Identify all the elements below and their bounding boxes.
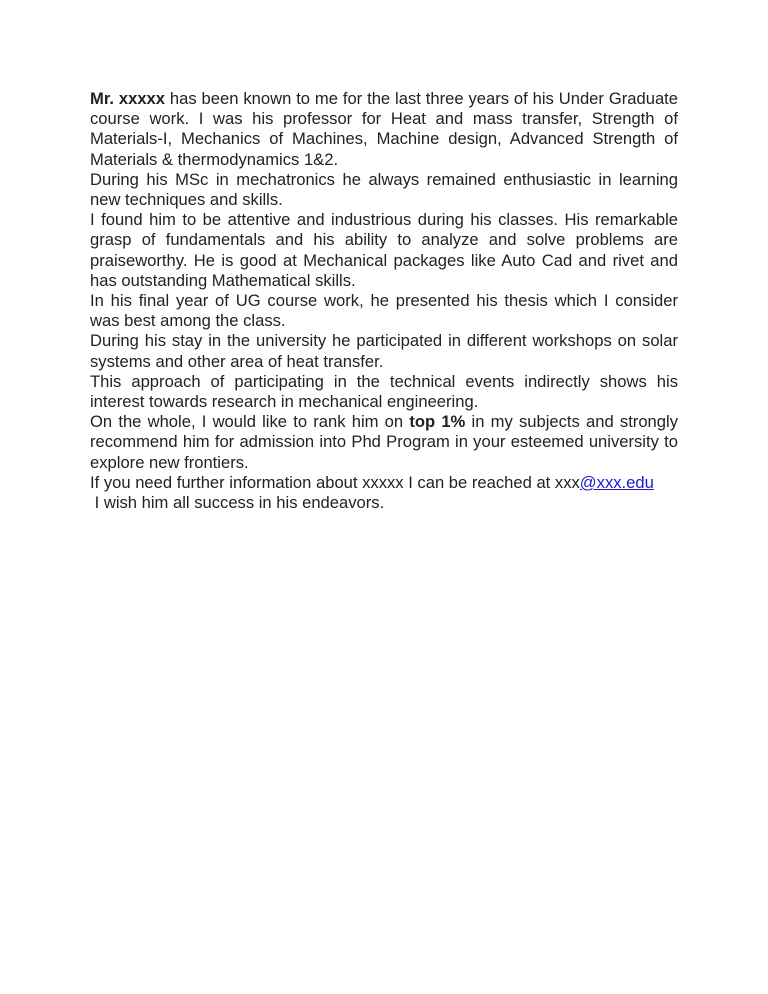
introduction-text: has been known to me for the last three years of his Under Graduate course work. I was his professor for Heat and mass transfer, Strength of Materials-I, Mechanics of Machines, Machine design, Advanced Strength of Materials & thermodynamics 1&2. xyxy=(90,89,679,169)
paragraph-thesis: In his final year of UG course work, he presented his thesis which I consider was best among the class. xyxy=(90,291,678,331)
paragraph-ranking xyxy=(90,412,678,473)
ranking-highlight: top 1% xyxy=(409,412,466,432)
contact-text: If you need further information about xxxxx I can be reached at xxx xyxy=(90,472,580,492)
ranking-text-before: On the whole, I would like to rank him on xyxy=(90,412,410,432)
student-name: Mr. xxxxx xyxy=(90,89,166,108)
recommendation-letter xyxy=(90,89,678,513)
paragraph-workshops: During his stay in the university he participated in different workshops on solar systems and other area of heat transfer. xyxy=(90,331,678,371)
ranking-text-after: in my subjects and strongly recommend him for admission into Phd Program in your esteemed university to explore new frontiers. xyxy=(90,412,678,472)
paragraph-research-interest: This approach of participating in the technical events indirectly shows his interest towards research in mechanical engineering. xyxy=(90,371,678,412)
paragraph-msc: During his MSc in mechatronics he always remained enthusiastic in learning new techniques and skills. xyxy=(90,169,678,210)
paragraph-attentiveness: I found him to be attentive and industrious during his classes. His remarkable grasp of fundamentals and his ability to analyze and solve problems are praiseworthy. He is good at Mechanical packages like Auto Cad and rivet and has outstanding Mathematical skills. xyxy=(90,210,678,290)
paragraph-closing: I wish him all success in his endeavors. xyxy=(90,493,385,513)
paragraph-contact xyxy=(90,473,678,493)
paragraph-introduction xyxy=(90,89,678,170)
email-link[interactable]: @xxx.edu xyxy=(579,472,654,492)
